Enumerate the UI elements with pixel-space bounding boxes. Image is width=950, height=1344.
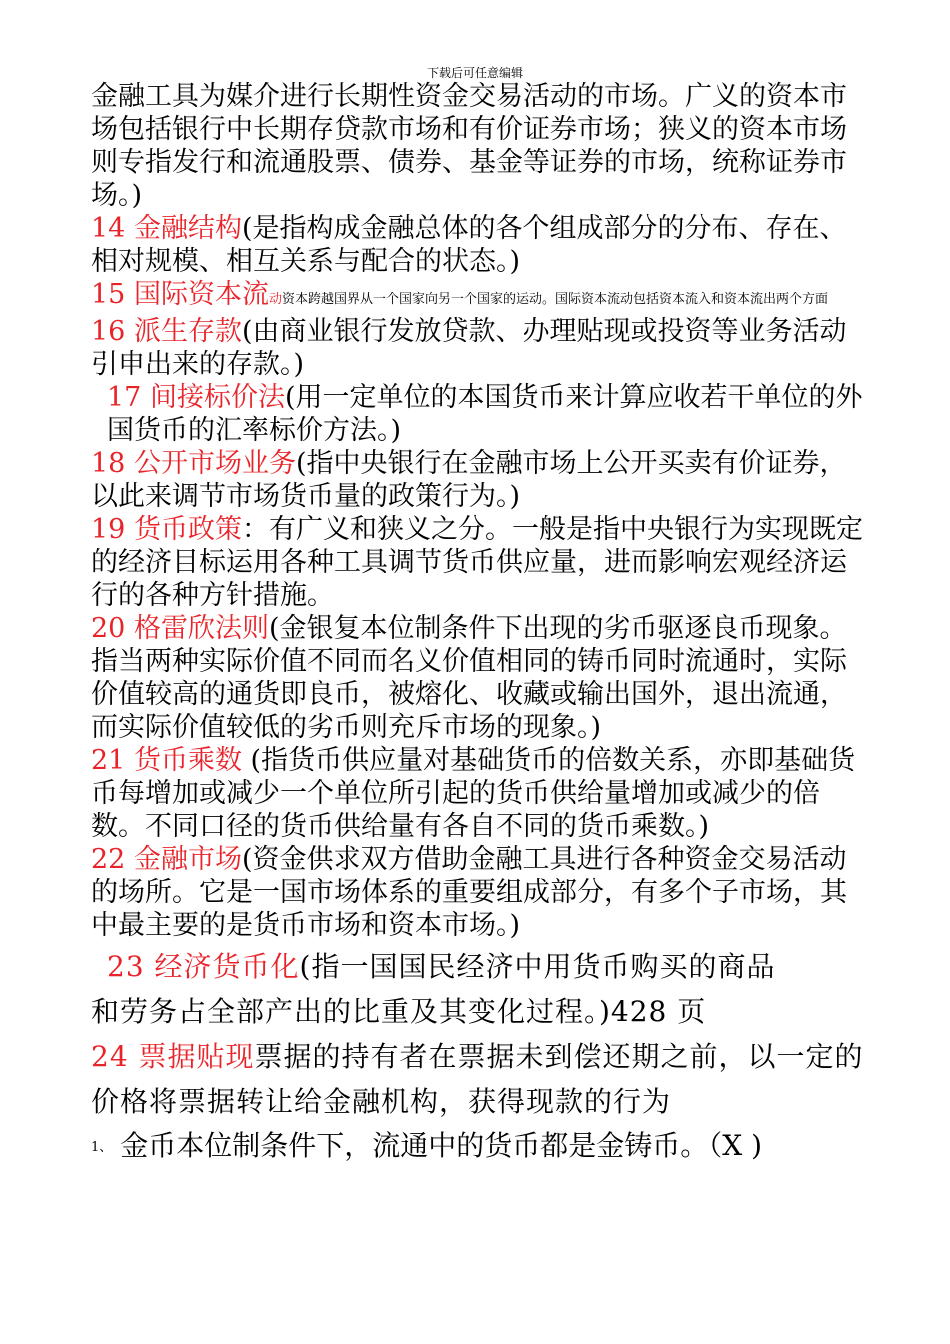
paragraph-16 [91, 315, 871, 381]
paragraph-body: 票据的持有者在票据未到偿还期之前，以一定的价格将票据转让给金融机构，获得现款的行为 [91, 1040, 864, 1118]
paragraph-24 [91, 1034, 871, 1124]
paragraph-23-line-2 [91, 989, 871, 1034]
term-heading: 18 公开市场业务 [91, 448, 296, 479]
paragraph-19 [91, 513, 871, 612]
term-heading: 16 派生存款 [91, 316, 242, 347]
paragraph-14 [91, 212, 871, 278]
term-heading: 21 货币乘数 [91, 745, 242, 776]
paragraph-body: (是指构成金融总体的各个组成部分的分布、存在、相对规模、相互关系与配合的状态。) [91, 213, 847, 277]
term-heading: 14 金融结构 [91, 213, 242, 244]
quiz-item-1 [91, 1128, 871, 1166]
term-heading: 22 金融市场 [91, 844, 242, 875]
quiz-statement: 金币本位制条件下，流通中的货币都是金铸币。（X ) [120, 1129, 763, 1162]
term-heading: 15 国际资本流 [91, 279, 269, 310]
paragraph-23 [91, 944, 871, 989]
document-body [91, 80, 871, 1166]
paragraph-body: ：有广义和狭义之分。一般是指中央银行为实现既定的经济目标运用各种工具调节货币供应量，进而影响宏观经济运行的各种方针措施。 [91, 514, 863, 611]
paragraph-body: (用一定单位的本国货币来计算应收若干单位的外国货币的汇率标价方法。) [107, 382, 863, 446]
paragraph-18 [91, 447, 871, 513]
paragraph-body: (指货币供应量对基础货币的倍数关系，亦即基础货币每增加或减少一个单位所引起的货币供给量增加或减少的倍数。不同口径的货币供给量有各自不同的货币乘数。) [91, 745, 856, 842]
paragraph-body: (资金供求双方借助金融工具进行各种资金交易活动的场所。它是一国市场体系的重要组成部分，有多个子市场，其中最主要的是货币市场和资本市场。) [91, 844, 847, 941]
paragraph-body: (金银复本位制条件下出现的劣币驱逐良币现象。指当两种实际价值不同而名义价值相同的铸币同时流通时，实际价值较高的通货即良币，被熔化、收藏或输出国外，退出流通，而实际价值较低的劣币则充斥市场的现象。) [91, 613, 847, 743]
paragraph-body: 和劳务占全部产出的比重及其变化过程。)428 页 [91, 995, 707, 1028]
term-heading: 19 货币政策 [91, 514, 242, 545]
paragraph-21 [91, 744, 871, 843]
term-heading-tail: 动 [268, 292, 282, 307]
paragraph-17 [91, 381, 871, 447]
paragraph-13-continued [91, 80, 871, 212]
paragraph-body: (指一国国民经济中用货币购买的商品 [299, 950, 776, 983]
paragraph-body: (指中央银行在金融市场上公开买卖有价证券，以此来调节市场货币量的政策行为。) [91, 448, 847, 512]
term-heading: 24 票据贴现 [91, 1040, 255, 1073]
paragraph-15 [91, 278, 871, 315]
term-heading: 17 间接标价法 [107, 382, 285, 413]
term-heading: 23 经济货币化 [107, 950, 300, 983]
paragraph-body: 金融工具为媒介进行长期性资金交易活动的市场。广义的资本市场包括银行中长期存贷款市场和有价证券市场；狭义的资本市场则专指发行和流通股票、债券、基金等证券的市场，统称证券市场。) [91, 81, 847, 211]
paragraph-body: (由商业银行发放贷款、办理贴现或投资等业务活动引申出来的存款。) [91, 316, 847, 380]
paragraph-20 [91, 612, 871, 744]
term-heading: 20 格雷欣法则 [91, 613, 269, 644]
paragraph-body: 资本跨越国界从一个国家向另一个国家的运动。国际资本流动包括资本流入和资本流出两个方面 [281, 292, 828, 307]
page-header: 下载后可任意编辑 [426, 66, 523, 80]
paragraph-22 [91, 843, 871, 942]
quiz-number: 1、 [91, 1139, 113, 1155]
